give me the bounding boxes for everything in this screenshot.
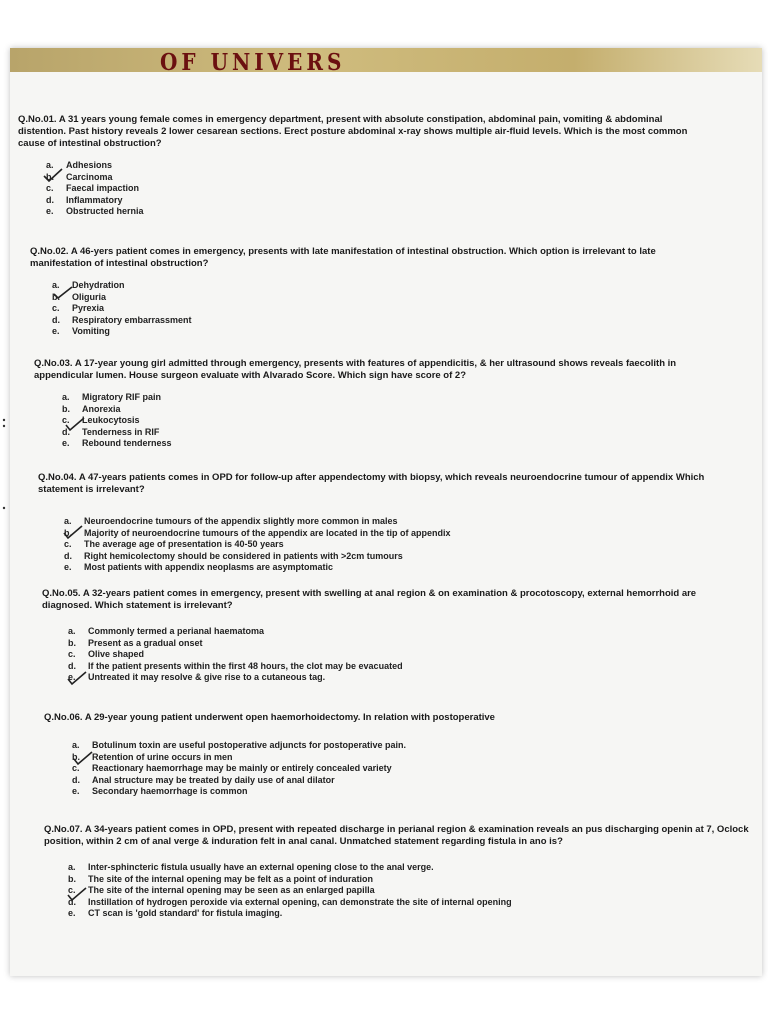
option-b: b. Anorexia [62, 403, 121, 414]
option-c: c. Leukocytosis [62, 415, 140, 425]
option-list [72, 740, 734, 798]
option-a: a. Dehydration [52, 280, 125, 290]
option-c: c. Faecal impaction [46, 183, 140, 193]
option-c: c. Olive shaped [68, 649, 145, 659]
option-e: e. Most patients with appendix neoplasms are asymptomatic [64, 562, 334, 572]
question-2 [30, 246, 720, 338]
question-7 [44, 824, 762, 920]
question-stem: Q.No.03. A 17-year young girl admitted through emergency, presents with features of appendicitis, & her ultrasound shows reveals faecolith in appendicular lumen. House surgeon evaluate with Alvarado Score. Which sign have score of 2? [34, 358, 677, 381]
option-c: c. The average age of presentation is 40-50 years [64, 539, 284, 549]
option-b: b. Carcinoma [46, 171, 113, 182]
option-a: a. Adhesions [46, 160, 113, 170]
checkmark-icon [66, 670, 88, 686]
checkmark-icon [62, 524, 84, 540]
question-3 [34, 358, 724, 450]
option-b: b. Majority of neuroendocrine tumours of the appendix are located in the tip of appendix [64, 527, 451, 538]
option-b: b. Oliguria [52, 291, 107, 302]
option-c: c. The site of the internal opening may be seen as an enlarged papilla [68, 885, 375, 895]
checkmark-icon [52, 284, 74, 300]
question-stem: Q.No.06. A 29-year young patient underwent open haemorhoidectomy. In relation with postoperative [44, 712, 495, 723]
option-a: a. Inter-sphincteric fistula usually have an external opening close to the anal verge. [68, 862, 434, 872]
question-4 [38, 472, 728, 574]
option-b: b. Present as a gradual onset [68, 637, 203, 648]
option-a: a. Commonly termed a perianal haematoma [68, 626, 265, 636]
option-e: e. Rebound tenderness [62, 438, 172, 448]
option-d: d. Tenderness in RIF [62, 426, 160, 437]
option-e: e. Secondary haemorrhage is common [72, 786, 248, 796]
checkmark-icon [66, 886, 88, 902]
option-e: e. Vomiting [52, 326, 110, 336]
option-e: e. Obstructed hernia [46, 206, 144, 216]
option-b: b. The site of the internal opening may be felt as a point of induration [68, 873, 374, 884]
question-5 [42, 588, 732, 684]
header-banner-text: OF UNIVERS [160, 48, 346, 72]
university-header-banner [10, 48, 762, 72]
option-d: d. Instillation of hydrogen peroxide via external opening, can demonstrate the site of internal opening [68, 896, 512, 907]
option-list [64, 516, 728, 574]
question-stem: Q.No.04. A 47-years patients comes in OPD for follow-up after appendectomy with biopsy, which reveals neuroendocrine tumour of appendix Which statement is irrelevant? [38, 472, 705, 495]
option-d: d. Inflammatory [46, 194, 123, 205]
question-stem: Q.No.07. A 34-years patient comes in OPD, present with repeated discharge in perianal region & examination reveals an pus discharging openin at 7, Oclock position, within 2 cm of anal verge & induration felt in anal canal. Unmatched statement regarding fistula in ano is? [44, 824, 749, 847]
question-stem: Q.No.05. A 32-years patient comes in emergency, present with swelling at anal region & on examination & procotoscopy, external hemorrhoid are diagnosed. Which statement is irrelevant? [42, 588, 697, 611]
option-list [68, 626, 732, 684]
option-d: d. If the patient presents within the first 48 hours, the clot may be evacuated [68, 660, 403, 671]
option-b: b. Retention of urine occurs in men [72, 751, 233, 762]
checkmark-icon [64, 416, 86, 432]
option-d: d. Right hemicolectomy should be considered in patients with >2cm tumours [64, 550, 403, 561]
option-list [52, 280, 720, 338]
checkmark-icon [72, 750, 94, 766]
document-page [10, 48, 762, 976]
question-stem: Q.No.02. A 46-yers patient comes in emergency, presents with late manifestation of intestinal obstruction. Which option is irrelevant to late manifestation of intestinal obstruction? [30, 246, 656, 269]
question-1 [18, 114, 708, 218]
option-list [46, 160, 708, 218]
option-a: a. Neuroendocrine tumours of the appendix slightly more common in males [64, 516, 398, 526]
option-e: e. CT scan is 'gold standard' for fistula imaging. [68, 908, 283, 918]
checkmark-icon [42, 167, 64, 183]
option-c: c. Pyrexia [52, 303, 105, 313]
option-d: d. Anal structure may be treated by daily use of anal dilator [72, 774, 335, 785]
margin-dots [2, 418, 6, 518]
option-c: c. Reactionary haemorrhage may be mainly or entirely concealed variety [72, 763, 392, 773]
question-stem: Q.No.01. A 31 years young female comes in emergency department, present with absolute constipation, abdominal pain, vomiting & abdominal distention. Past history reveals 2 lower cesarean sections. Erect posture abdominal x-ray shows multiple air-fluid levels. Which is the most common cause of intestinal obstruction? [18, 114, 688, 149]
option-e: e. Untreated it may resolve & give rise to a cutaneous tag. [68, 672, 326, 682]
option-list [68, 862, 762, 920]
question-6 [44, 712, 734, 798]
option-list [62, 392, 724, 450]
option-a: a. Botulinum toxin are useful postoperative adjuncts for postoperative pain. [72, 740, 407, 750]
option-d: d. Respiratory embarrassment [52, 314, 192, 325]
option-a: a. Migratory RIF pain [62, 392, 162, 402]
